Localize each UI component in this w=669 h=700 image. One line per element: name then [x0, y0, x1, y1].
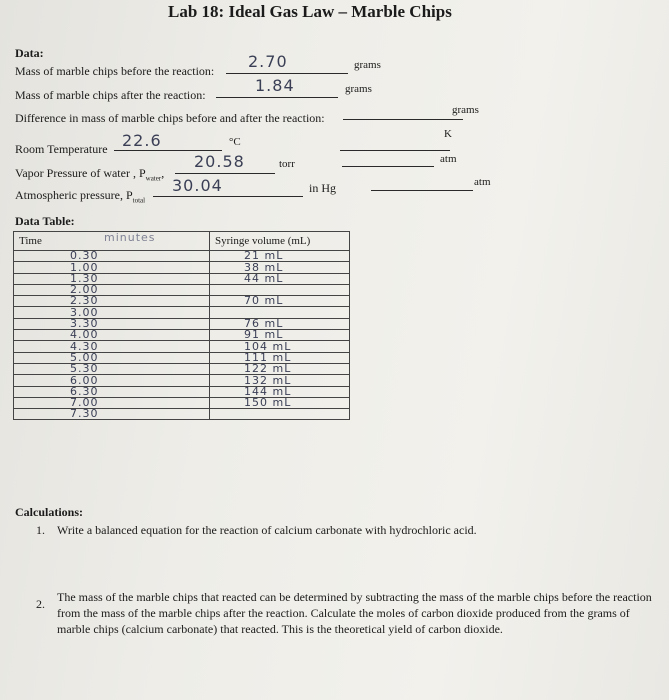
- table-row: 3.00: [14, 307, 350, 318]
- question-1-number: 1.: [36, 523, 45, 537]
- atm-pressure-unit-inhg: in Hg: [309, 181, 336, 195]
- time-header: Time: [19, 235, 42, 247]
- table-row: 0.30 21 mL: [14, 251, 350, 262]
- question-2: The mass of the marble chips that reacted can be determined by subtracting the mass of the marble chips before the reaction from the mass of the marble chips after the reaction. Calculate the moles of carbon dioxide produced from the grams of marble chips (calcium carbonate) that reacted. This is the theoretical yield of carbon dioxide.: [57, 590, 652, 636]
- question-2-number: 2.: [36, 597, 45, 611]
- room-temp-label: Room Temperature: [15, 142, 108, 156]
- mass-after-label: Mass of marble chips after the reaction:: [15, 88, 206, 102]
- difference-label: Difference in mass of marble chips before and after the reaction:: [15, 111, 325, 125]
- table-header-row: [14, 232, 350, 251]
- time-unit-note: minutes: [104, 231, 156, 244]
- table-row: 2.00: [14, 284, 350, 295]
- room-temp-unit-k: K: [444, 128, 452, 140]
- table-row: 6.00 132 mL: [14, 375, 350, 386]
- calculations-label: Calculations:: [15, 505, 84, 519]
- table-row: 4.30 104 mL: [14, 341, 350, 352]
- vapor-pressure-unit-atm: atm: [440, 153, 457, 165]
- room-temp-value: 22.6: [122, 131, 162, 150]
- atm-pressure-unit-atm: atm: [474, 176, 491, 188]
- difference-unit: grams: [452, 104, 479, 116]
- data-table: [13, 231, 350, 420]
- vapor-pressure-value: 20.58: [194, 152, 245, 171]
- table-row: 5.00 111 mL: [14, 352, 350, 363]
- vapor-pressure-label: Vapor Pressure of water , $P_{water}$,: [15, 166, 165, 183]
- vapor-pressure-unit-torr: torr: [279, 158, 295, 170]
- atm-pressure-label: Atmospheric pressure, $P_{total}$: [15, 188, 146, 205]
- data-section-label: Data:: [15, 46, 44, 60]
- table-row: 1.00 38 mL: [14, 262, 350, 273]
- mass-after-unit: grams: [345, 83, 372, 95]
- volume-header: Syringe volume (mL): [215, 235, 311, 247]
- table-row: 3.30 76 mL: [14, 318, 350, 329]
- table-row: 7.30: [14, 409, 350, 420]
- mass-before-value: 2.70: [248, 52, 288, 71]
- data-table-label: Data Table:: [15, 214, 75, 228]
- table-row: 4.00 91 mL: [14, 330, 350, 341]
- page-title: Lab 18: Ideal Gas Law – Marble Chips: [168, 2, 452, 21]
- table-row: 5.30 122 mL: [14, 363, 350, 374]
- mass-after-value: 1.84: [255, 76, 295, 95]
- mass-before-label: Mass of marble chips before the reaction:: [15, 64, 215, 78]
- atm-pressure-value: 30.04: [172, 176, 223, 195]
- table-row: 7.00 150 mL: [14, 397, 350, 408]
- mass-before-unit: grams: [354, 59, 381, 71]
- table-row: 1.30 44 mL: [14, 273, 350, 284]
- room-temp-unit-c: °C: [229, 136, 241, 148]
- question-1: Write a balanced equation for the reaction of calcium carbonate with hydrochloric acid.: [57, 523, 477, 537]
- table-row: 2.30 70 mL: [14, 296, 350, 307]
- table-row: 6.30 144 mL: [14, 386, 350, 397]
